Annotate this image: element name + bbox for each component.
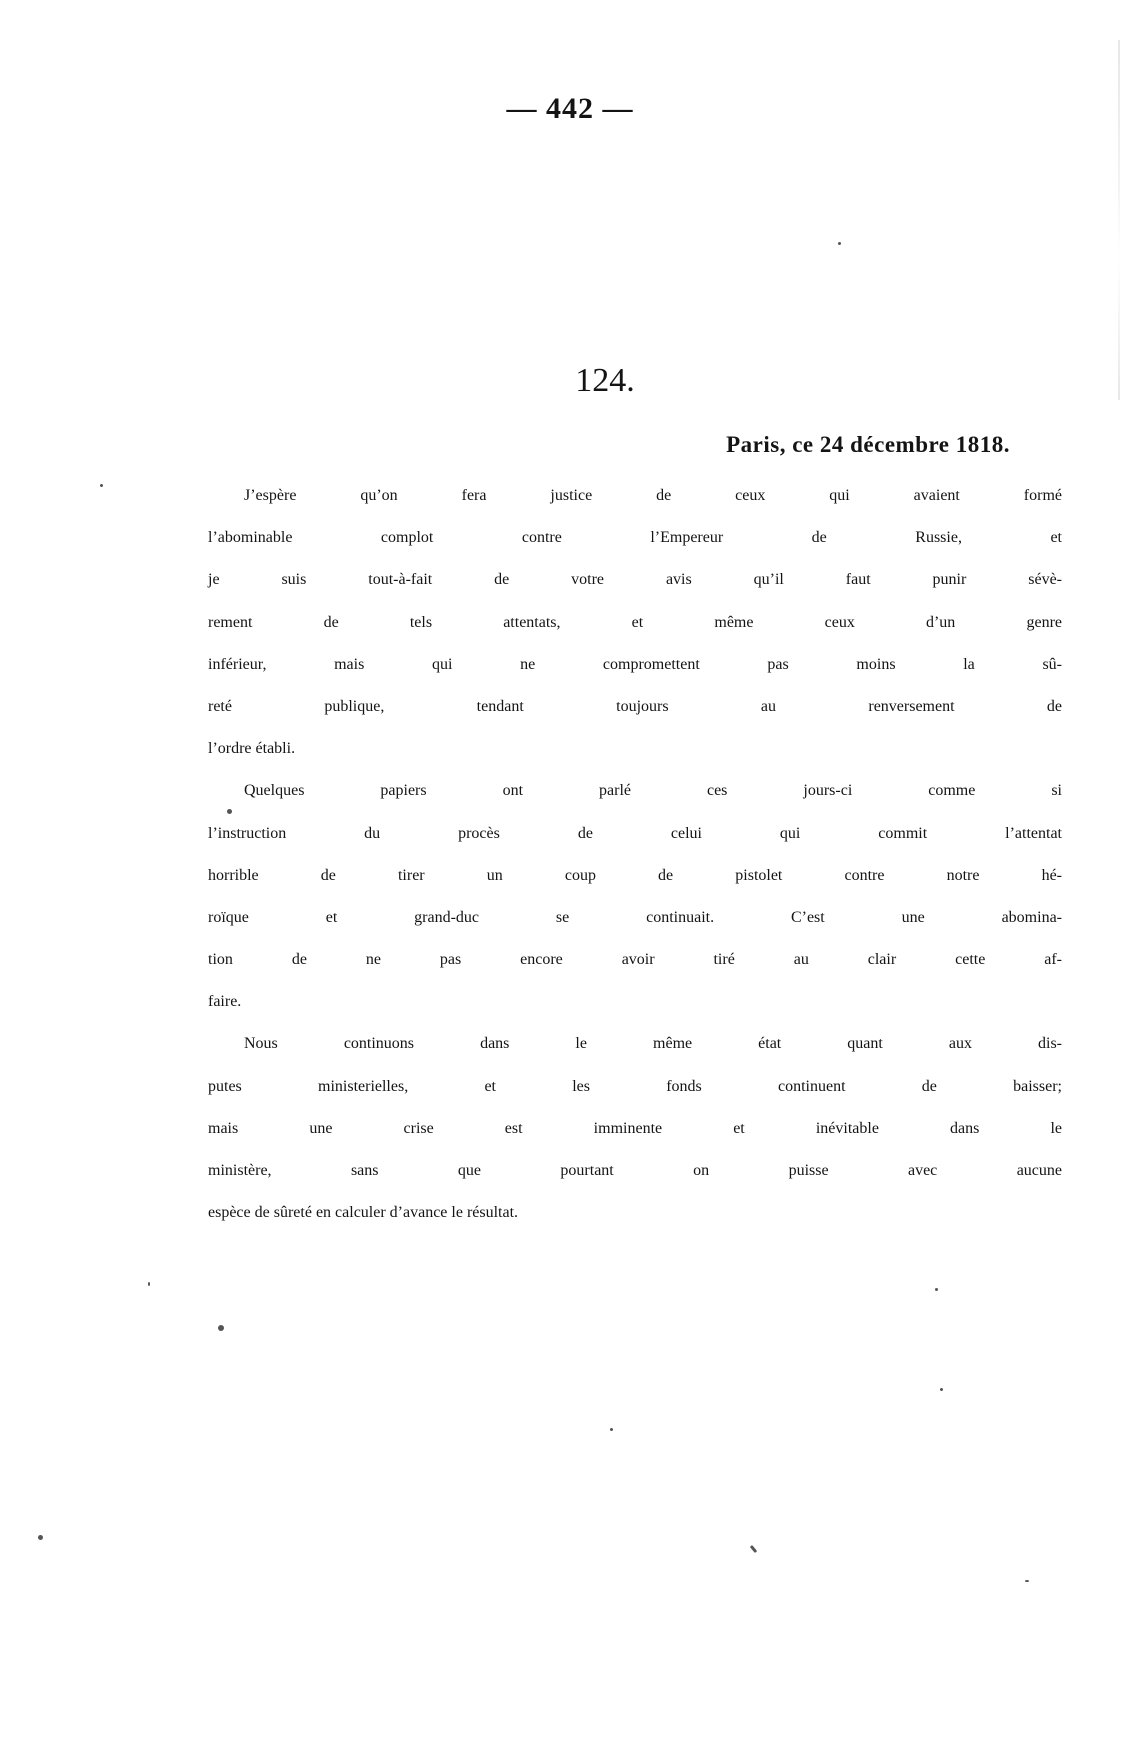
text-line: je suis tout-à-fait de votre avis qu’il faut punir sévè- xyxy=(208,571,1062,589)
text-line: reté publique, tendant toujours au renversement de xyxy=(208,697,1062,715)
text-line: rement de tels attentats, et même ceux d’un genre xyxy=(208,613,1062,631)
text-line: l’abominable complot contre l’Empereur de Russie, et xyxy=(208,529,1062,547)
text-line: Quelques papiers ont parlé ces jours-ci comme si xyxy=(244,782,1062,800)
scan-speck xyxy=(218,1325,224,1331)
text-line: tion de ne pas encore avoir tiré au clair cette af- xyxy=(208,951,1062,969)
text-line: espèce de sûreté en calculer d’avance le résultat. xyxy=(208,1204,519,1222)
scan-speck xyxy=(148,1282,150,1286)
text-line: Nous continuons dans le même état quant aux dis- xyxy=(244,1035,1062,1053)
paragraph-1 xyxy=(208,487,1062,782)
letter-number-heading: 124. xyxy=(575,362,635,399)
text-line: putes ministerielles, et les fonds continuent de baisser; xyxy=(208,1077,1062,1095)
letter-body xyxy=(208,487,1062,1246)
scan-speck xyxy=(935,1288,938,1291)
paragraph-3 xyxy=(208,1035,1062,1246)
text-line: inférieur, mais qui ne compromettent pas moins la sû- xyxy=(208,655,1062,673)
scan-speck xyxy=(610,1428,613,1431)
page-number: — 442 — xyxy=(506,92,634,125)
text-line: l’instruction du procès de celui qui commit l’attentat xyxy=(208,824,1062,842)
scan-speck xyxy=(750,1545,757,1553)
scan-speck xyxy=(227,809,232,814)
scan-speck xyxy=(940,1388,943,1391)
text-line: J’espère qu’on fera justice de ceux qui avaient formé xyxy=(244,487,1062,504)
scan-speck xyxy=(100,484,103,487)
letter-dateline: Paris, ce 24 décembre 1818. xyxy=(726,432,1010,457)
text-line: roïque et grand-duc se continuait. C’est une abomina- xyxy=(208,908,1062,926)
text-line: faire. xyxy=(208,993,242,1011)
text-line: ministère, sans que pourtant on puisse avec aucune xyxy=(208,1162,1062,1179)
scan-speck xyxy=(38,1535,43,1540)
paragraph-2 xyxy=(208,782,1062,1035)
text-line: l’ordre établi. xyxy=(208,740,296,758)
text-line: horrible de tirer un coup de pistolet contre notre hé- xyxy=(208,866,1062,884)
scan-speck xyxy=(1025,1580,1029,1582)
text-line: mais une crise est imminente et inévitable dans le xyxy=(208,1119,1062,1137)
scan-speck xyxy=(838,242,841,245)
